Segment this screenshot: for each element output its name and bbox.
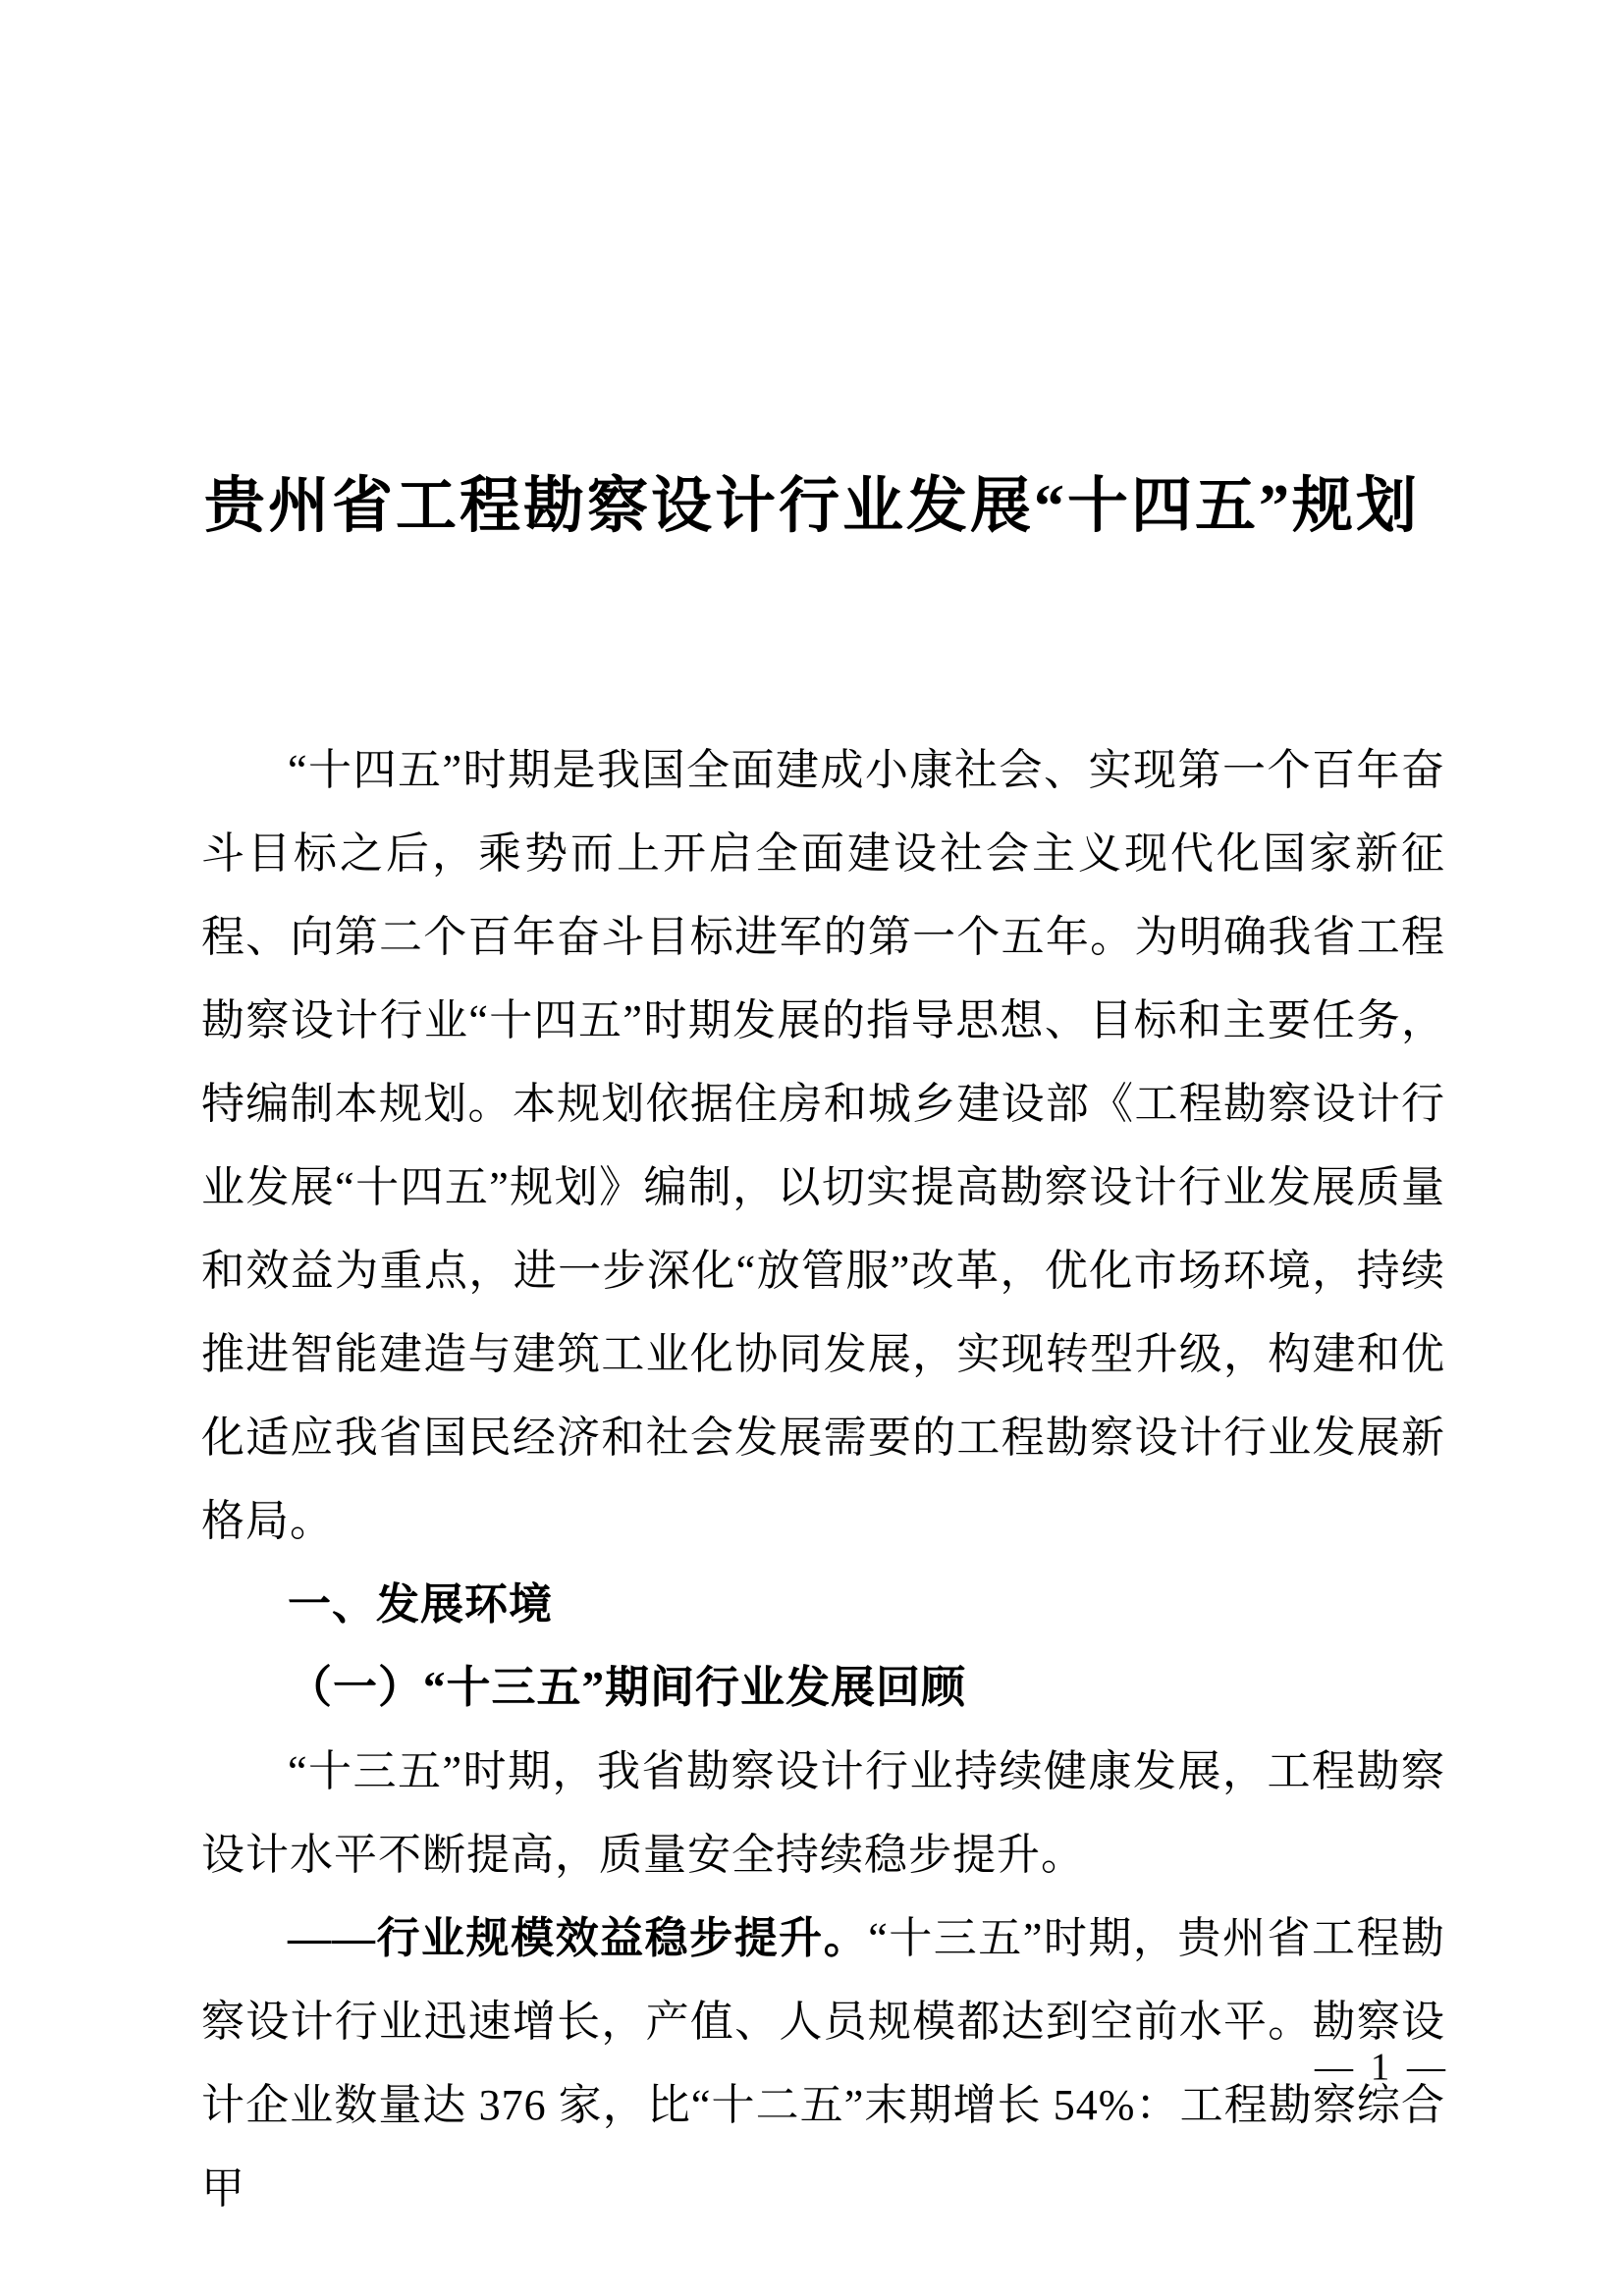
section-heading-development-environment: 一、发展环境	[288, 1580, 553, 1629]
page-number: — 1 —	[1315, 2046, 1449, 2088]
review-paragraph: “十三五”时期，我省勘察设计行业持续健康发展，工程勘察设计水平不断提高，质量安全持续稳步提升。	[201, 1747, 1445, 1879]
intro-paragraph: “十四五”时期是我国全面建成小康社会、实现第一个百年奋斗目标之后，乘势而上开启全面建设社会主义现代化国家新征程、向第二个百年奋斗目标进军的第一个五年。为明确我省工程勘察设计行业“十四五”时期发展的指导思想、目标和主要任务，特编制本规划。本规划依据住房和城乡建设部《工程勘察设计行业发展“十四五”规划》编制，以切实提高勘察设计行业发展质量和效益为重点，进一步深化“放管服”改革，优化市场环境，持续推进智能建造与建筑工业化协同发展，实现转型升级，构建和优化适应我省国民经济和社会发展需要的工程勘察设计行业发展新格局。	[201, 746, 1445, 1545]
document-body	[201, 728, 1445, 2230]
industry-scale-paragraph	[201, 1896, 1445, 2230]
industry-scale-lead: ——行业规模效益稳步提升。	[288, 1914, 869, 1962]
subsection-heading-13th-five-year-review: （一）“十三五”期间行业发展回顾	[288, 1663, 967, 1712]
document-title: 贵州省工程勘察设计行业发展“十四五”规划	[203, 473, 1420, 540]
industry-scale-text: “十三五”时期，贵州省工程勘察设计行业迅速增长，产值、人员规模都达到空前水平。勘察设计企业数量达 376 家，比“十二五”末期增长 54%：工程勘察综合甲	[201, 1914, 1446, 2213]
